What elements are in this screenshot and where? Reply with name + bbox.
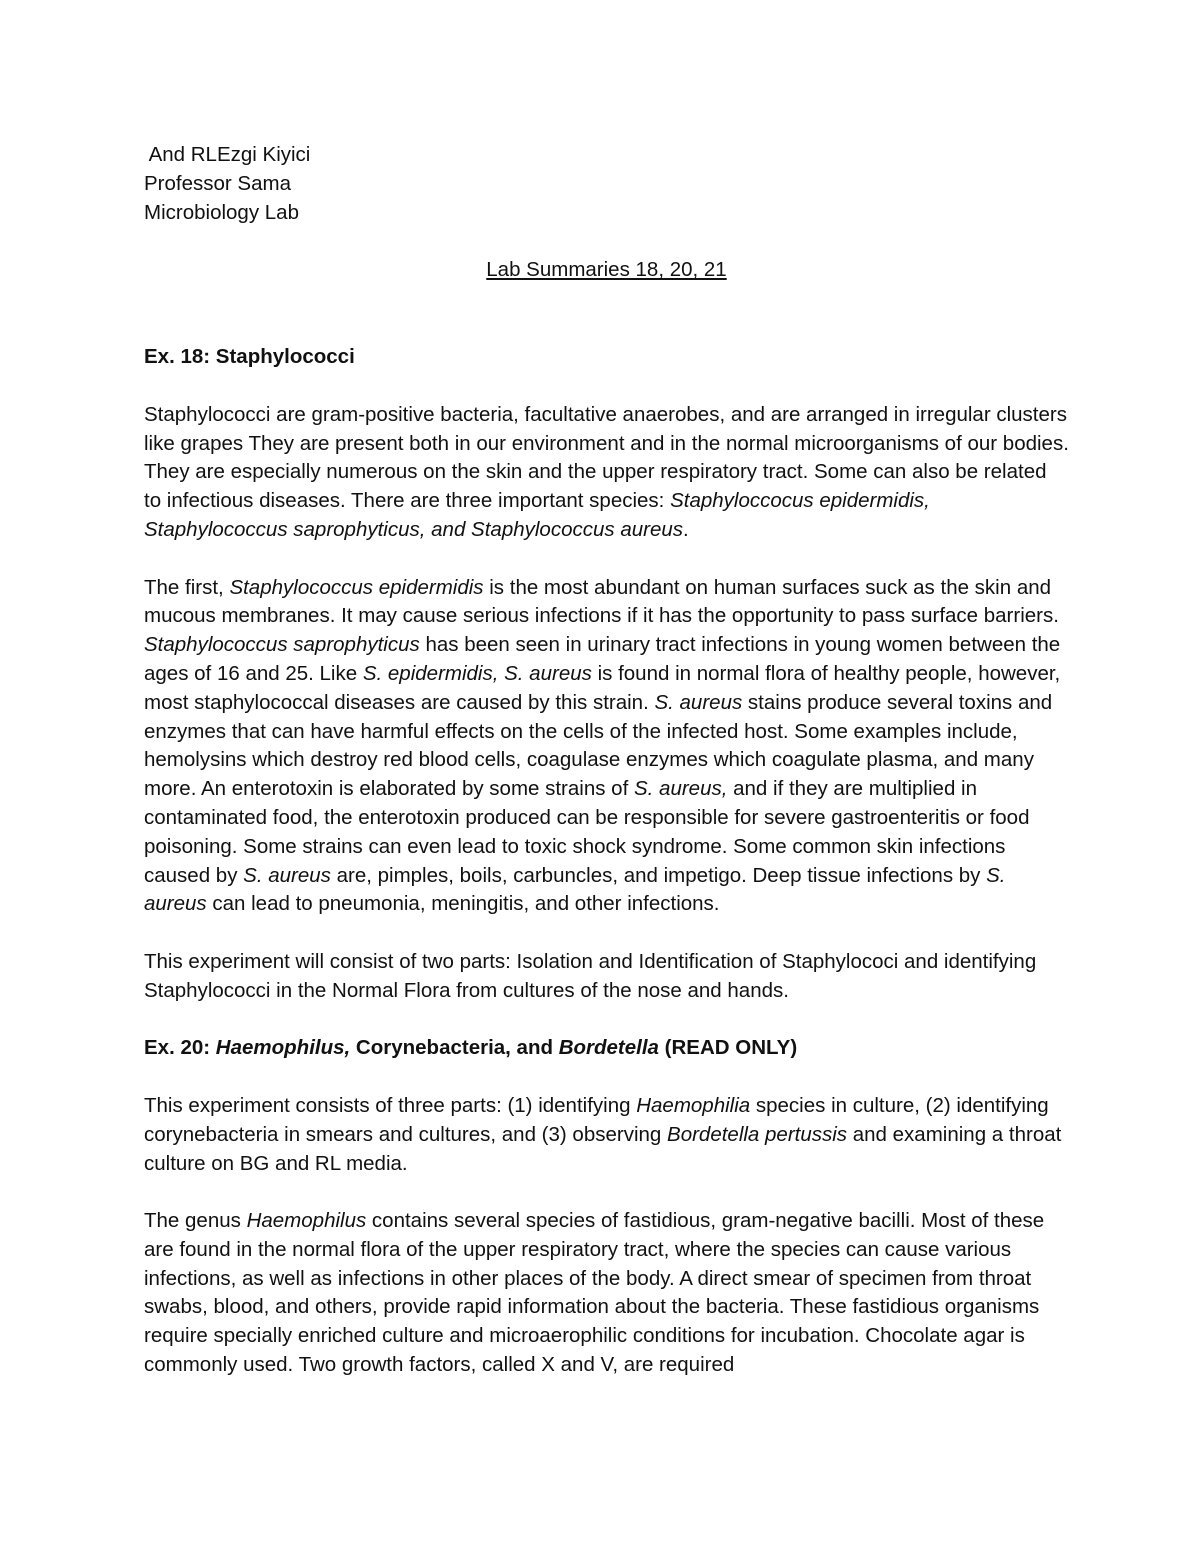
- ex18-heading: Ex. 18: Staphylococci: [144, 345, 355, 369]
- ex18-paragraph-2: The first, Staphylococcus epidermidis is the most abundant on human surfaces suck as the skin and mucous membranes. It may cause serious infections if it has the opportunity to pass surface barriers. Staphylococcus saprophyticus has been seen in urinary tract infections in young women between the ages of 16 and 25. Like S. epidermidis, S. aureus is found in normal flora of healthy people, however, most staphylococcal diseases are caused by this strain. S. aureus stains produce several toxins and enzymes that can have harmful effects on the cells of the infected host. Some examples include, hemolysins which destroy red blood cells, coagulase enzymes which coagulate plasma, and many more. An enterotoxin is elaborated by some strains of S. aureus, and if they are multiplied in contaminated food, the enterotoxin produced can be responsible for severe gastroenteritis or food poisoning. Some strains can even lead to toxic shock syndrome. Some common skin infections caused by S. aureus are, pimples, boils, carbuncles, and impetigo. Deep tissue infections by S. aureus can lead to pneumonia, meningitis, and other infections.: [144, 575, 1061, 916]
- document-title: Lab Summaries 18, 20, 21: [486, 258, 727, 282]
- professor-name: Professor Sama: [144, 171, 291, 195]
- ex20-paragraph-2: The genus Haemophilus contains several species of fastidious, gram-negative bacilli. Most of these are found in the normal flora of the upper respiratory tract, where the species can cause various infections, as well as infections in other places of the body. A direct smear of specimen from throat swabs, blood, and others, provide rapid information about the bacteria. These fastidious organisms require specially enriched culture and microaerophilic conditions for incubation. Chocolate agar is commonly used. Two growth factors, called X and V, are required: [144, 1209, 1045, 1377]
- author-name: And RLEzgi Kiyici: [144, 143, 311, 166]
- document-header: [144, 141, 1069, 227]
- ex20-paragraph-1: This experiment consists of three parts: (1) identifying Haemophilia species in culture, (2) identifying corynebacteria in smears and cultures, and (3) observing Bordetella pertussis and examining a throat culture on BG and RL media.: [144, 1093, 1062, 1175]
- course-name: Microbiology Lab: [144, 200, 299, 224]
- ex18-paragraph-1: Staphylococci are gram-positive bacteria, facultative anaerobes, and are arranged in irregular clusters like grapes They are present both in our environment and in the normal microorganisms of our bodies. They are especially numerous on the skin and the upper respiratory tract. Some can also be related to infectious diseases. There are three important species: Staphyloccocus epidermidis, Staphylococcus saprophyticus, and Staphylococcus aureus.: [144, 402, 1069, 541]
- ex18-paragraph-3: This experiment will consist of two parts: Isolation and Identification of Staphylococi and identifying Staphylococci in the Normal Flora from cultures of the nose and hands.: [144, 949, 1037, 1002]
- document-page: [144, 141, 1069, 1380]
- ex20-heading: Ex. 20: Haemophilus, Corynebacteria, and Bordetella (READ ONLY): [144, 1036, 798, 1060]
